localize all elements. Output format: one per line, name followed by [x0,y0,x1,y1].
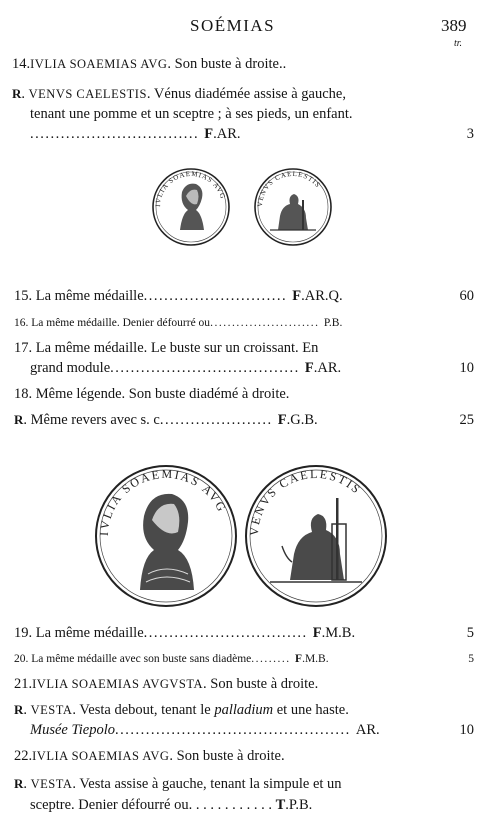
line-segment: T [275,797,286,813]
line-segment: tenant une pomme et un sceptre ; à ses pieds, un enfant. [30,106,353,122]
line-segment: . Même revers avec s. c [23,412,160,428]
catalogue-line [0,384,484,404]
line-segment: P.B. [323,317,343,329]
line-segment: ...................... [159,412,278,428]
line-segment: IVLIA SOAEMIAS AVGVSTA [32,677,204,691]
line-segment: F [295,653,303,665]
catalogue-line [0,54,484,74]
line-segment: et une haste. [273,702,349,718]
line-segment: 15. La même médaille [14,288,144,304]
line-segment: 18. Même légende. Son buste diadémé à droite. [14,386,290,402]
line-segment: . Son buste à droite.. [167,56,287,72]
coin-obverse-small [153,169,229,245]
coin-reverse-small [255,169,331,245]
line-segment: sceptre. Denier défourré ou. . . . . . . . . . . . [30,797,276,813]
coin-legend-text: VENVS CAELESTIS [255,169,323,208]
line-segment: ................................. [30,126,205,142]
price-value: 10 [459,360,474,376]
coin-legend-text: IVLIA SOAEMIAS AVG [153,169,227,208]
line-segment: VENVS CAELESTIS [28,87,147,101]
catalogue-line [0,313,484,333]
catalogue-line [0,700,484,720]
catalogue-line [0,649,484,669]
line-segment: .AR. [313,360,342,376]
line-segment: . [23,776,31,792]
line-segment: . Son buste à droite. [169,748,285,764]
line-segment: VESTA [30,777,73,791]
line-segment: F [304,360,314,376]
line-segment: R [14,776,24,791]
line-segment: ......... [251,653,296,665]
line-segment: IVLIA SOAEMIAS AVG [30,57,168,71]
catalogue-line [0,674,484,694]
coin-legend-text: IVLIA SOAEMIAS AVG [96,466,230,537]
line-segment: Musée Tiepolo [30,722,115,738]
line-segment: F [292,288,302,304]
line-segment: grand module [30,360,111,376]
price-value: 60 [459,288,474,304]
line-segment: . [23,702,31,718]
catalogue-line [0,774,484,794]
line-segment: R [14,412,24,427]
line-segment: .AR. [213,126,241,142]
catalogue-line [0,623,484,643]
line-segment: ................................ [143,625,313,641]
price-value: 5 [468,653,474,665]
line-segment: . Son buste à droite. [203,676,319,692]
line-segment: 14. [12,56,31,72]
catalogue-line [0,286,484,306]
line-segment: .M.B. [302,653,329,665]
price-value: 10 [459,722,474,738]
line-segment: . [21,86,29,102]
price-value: 25 [459,412,474,428]
line-segment: . Vesta debout, tenant le [72,702,215,718]
line-segment: . Vénus diadémée assise à gauche, [146,86,346,102]
line-segment: palladium [214,702,274,718]
line-segment: 17. La même médaille. Le buste sur un croissant. En [14,340,319,356]
catalogue-line [0,124,484,144]
catalogue-line [0,795,484,815]
catalogue-line [0,358,484,378]
unit-label: tr. [454,38,463,49]
svg-text:VENVS CAELESTIS [256,170,322,207]
coin-legend-text: VENVS CAELESTIS [246,466,365,537]
line-segment: ..................................... [110,360,305,376]
line-segment: ............................ [143,288,293,304]
line-segment: .M.B. [321,625,356,641]
line-segment: 21. [14,676,33,692]
line-segment: .P.B. [285,797,313,813]
line-segment: 22. [14,748,33,764]
line-segment: F [204,126,214,142]
coin-obverse-large [96,466,236,606]
catalogue-line [0,104,484,124]
line-segment: IVLIA SOAEMIAS AVG [32,749,170,763]
line-segment: . Vesta assise à gauche, tenant la simpule et un [72,776,342,792]
line-segment: AR. [355,722,380,738]
line-segment: 19. La même médaille [14,625,144,641]
line-segment: .............................................. [114,722,356,738]
line-segment: R [14,702,24,717]
page-title: SOÉMIAS [190,16,276,35]
catalogue-line [0,746,484,766]
line-segment: R [12,86,22,101]
catalogue-line [0,84,484,104]
line-segment: VESTA [30,703,73,717]
line-segment: F [277,412,287,428]
line-segment: F [312,625,322,641]
line-segment: 20. La même médaille avec son buste sans diadème [14,653,252,665]
line-segment: 16. La même médaille. Denier défourré ou [14,317,211,329]
catalogue-line [0,720,484,740]
catalogue-line [0,338,484,358]
price-value: 5 [466,625,474,641]
coin-illustration-large [92,462,388,610]
catalogue-line [0,410,484,430]
line-segment: .AR.Q. [301,288,343,304]
coin-illustration-small [150,166,340,248]
page-number: 389 [441,16,467,35]
line-segment: ......................... [210,317,324,329]
price-value: 3 [466,126,474,142]
line-segment: .G.B. [286,412,318,428]
coin-reverse-large [246,466,386,606]
